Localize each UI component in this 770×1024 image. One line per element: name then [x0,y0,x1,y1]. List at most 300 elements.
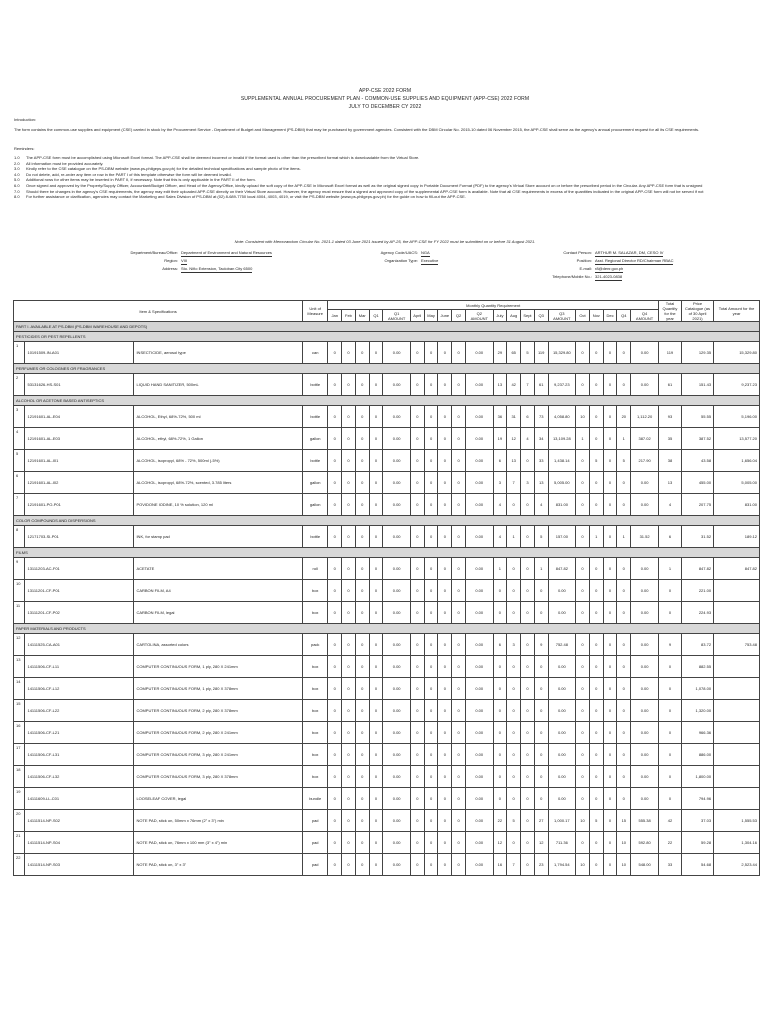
item-qty-cell: 0 [342,428,356,450]
table-row [14,678,760,700]
item-uom: pad [303,832,328,854]
item-qty-cell: 0 [369,602,383,624]
item-uom: bottle [303,374,328,396]
item-qty-cell: 0 [576,634,590,656]
item-qty-cell: 15 [617,810,631,832]
item-qty-cell: 0.00 [465,722,493,744]
item-qty-cell: 0 [438,854,452,876]
item-uom: box [303,744,328,766]
item-qty-cell: 5 [521,342,535,364]
item-qty-cell: 0.00 [383,656,411,678]
item-qty-cell: 0 [369,744,383,766]
item-total-amount [714,580,760,602]
item-qty-cell: 0 [617,722,631,744]
reminder-number: 2.0 [14,160,20,166]
item-qty-cell: 0 [424,678,438,700]
agency-field-label: Region: [164,258,178,263]
item-qty-cell: 0.00 [465,656,493,678]
app-cse-table [13,300,760,876]
table-row [14,526,760,548]
item-qty-cell: 0 [410,854,424,876]
item-qty-cell: 15,329.80 [548,342,576,364]
item-description: ALCOHOL, isopropyl, 68% - 72%, 500ml (-5%) [134,450,303,472]
item-qty-cell: 0 [452,472,466,494]
item-price: 54.68 [681,854,713,876]
item-qty-cell: 0 [355,558,369,580]
item-qty-cell: 0 [438,722,452,744]
agency-field [540,249,673,257]
item-qty-cell: 29 [493,342,507,364]
reminders-list [14,155,756,200]
item-qty-cell: 0 [452,428,466,450]
item-qty-cell: 3 [493,472,507,494]
item-qty-cell: 0 [410,494,424,516]
item-price: 151.43 [681,374,713,396]
item-qty-cell: 0 [328,428,342,450]
reminder-number: 6.0 [14,182,20,188]
table-row [14,744,760,766]
item-qty-cell: 0 [355,428,369,450]
item-qty-cell: 0.00 [465,450,493,472]
section-row [14,364,760,374]
col-month-header: Q3 AMOUNT [548,310,576,322]
item-qty-cell: 0 [410,700,424,722]
item-qty-cell: 0 [493,602,507,624]
table-row [14,766,760,788]
item-qty-cell: 0.00 [631,494,659,516]
col-item-header: Item & Specifications [14,301,303,322]
item-qty-cell: 0 [603,374,617,396]
item-qty-cell: 0 [424,428,438,450]
item-qty-cell: 0 [576,678,590,700]
item-description: ALCOHOL, Ethyl, 68%-72%, 500 ml [134,406,303,428]
col-price-header: Price Catalogue (as of 30 April 2021) [681,301,713,322]
item-qty-cell: 0 [534,700,548,722]
item-qty-cell: 0 [328,602,342,624]
item-qty-cell: 1,112.20 [631,406,659,428]
item-uom: box [303,700,328,722]
section-title: PAPER MATERIALS AND PRODUCTS [14,624,760,634]
col-month-header: Feb [342,310,356,322]
item-qty-cell: 0 [452,450,466,472]
item-qty-cell: 0 [355,634,369,656]
item-qty-cell: 1,000.17 [548,810,576,832]
item-qty-cell: 0.00 [631,342,659,364]
item-total-qty: 4 [659,494,682,516]
item-qty-cell: 548.00 [631,854,659,876]
item-qty-cell: 65 [507,342,521,364]
item-qty-cell: 0 [507,602,521,624]
item-total-qty: 0 [659,678,682,700]
item-qty-cell: 0 [452,700,466,722]
item-price: 43.58 [681,450,713,472]
item-qty-cell: 0.00 [631,766,659,788]
col-month-header: Q3 [534,310,548,322]
item-qty-cell: 0 [410,634,424,656]
col-month-header: Jan [328,310,342,322]
item-qty-cell: 0 [369,678,383,700]
item-qty-cell: 0 [355,602,369,624]
item-qty-cell: 0 [521,602,535,624]
item-qty-cell: 0 [410,678,424,700]
item-qty-cell: 23 [534,854,548,876]
item-qty-cell: 0 [507,580,521,602]
item-qty-cell: 0 [507,832,521,854]
item-qty-cell: 0 [452,494,466,516]
item-qty-cell: 0 [424,810,438,832]
col-qty-group-header: Monthly Quantity Requirement [328,301,659,310]
item-qty-cell: 0 [410,374,424,396]
item-total-qty: 0 [659,766,682,788]
item-qty-cell: 0 [342,558,356,580]
item-total-amount: 189.12 [714,526,760,548]
item-qty-cell: 0 [328,342,342,364]
item-qty-cell: 0 [507,788,521,810]
item-code: 12191601-AL-E04 [25,406,134,428]
item-description: COMPUTER CONTINUOUS FORM, 2 ply, 280 X 241mm [134,722,303,744]
item-qty-cell: 0 [521,810,535,832]
item-qty-cell: 5 [589,810,603,832]
item-qty-cell: 0 [452,744,466,766]
item-code: 12171703-SI-P01 [25,526,134,548]
item-total-qty: 42 [659,810,682,832]
item-qty-cell: 0 [617,342,631,364]
item-qty-cell: 0 [342,788,356,810]
item-qty-cell: 0.00 [383,810,411,832]
item-qty-cell: 0 [617,374,631,396]
item-qty-cell: 10 [617,854,631,876]
section-title: PESTICIDES OR PEST REPELLENTS [14,332,760,342]
item-qty-cell: 0 [369,634,383,656]
item-qty-cell: 0 [342,656,356,678]
item-uom: pad [303,854,328,876]
item-qty-cell: 592.80 [631,832,659,854]
item-qty-cell: 0 [507,744,521,766]
item-qty-cell: 0 [603,766,617,788]
item-qty-cell: 1 [576,428,590,450]
item-qty-cell: 0 [369,766,383,788]
item-qty-cell: 0 [507,656,521,678]
item-total-amount: 847.82 [714,558,760,580]
col-month-header: July [493,310,507,322]
item-total-amount: 1,555.53 [714,810,760,832]
item-number: 20 [14,810,25,832]
item-number: 12 [14,634,25,656]
item-total-qty: 119 [659,342,682,364]
item-qty-cell: 0 [424,580,438,602]
item-qty-cell: 5 [617,450,631,472]
item-code: 12191601-AL-E03 [25,428,134,450]
item-qty-cell: 5,005.00 [548,472,576,494]
item-qty-cell: 0 [617,580,631,602]
col-month-header: June [438,310,452,322]
item-qty-cell: 0 [369,374,383,396]
item-qty-cell: 0 [328,744,342,766]
item-qty-cell: 0 [438,744,452,766]
item-qty-cell: 157.00 [548,526,576,548]
item-qty-cell: 13,109.28 [548,428,576,450]
item-qty-cell: 7 [521,374,535,396]
item-qty-cell: 0.00 [383,722,411,744]
item-total-qty: 0 [659,580,682,602]
item-qty-cell: 0.00 [465,678,493,700]
item-qty-cell: 13 [507,450,521,472]
table-row [14,472,760,494]
item-number: 8 [14,526,25,548]
item-qty-cell: 20 [617,406,631,428]
item-description: NOTE PAD, stick on, 76mm x 100 mm (3" x 4") min [134,832,303,854]
item-qty-cell: 0 [493,656,507,678]
item-qty-cell: 0 [576,450,590,472]
item-total-qty: 93 [659,406,682,428]
item-qty-cell: 0 [521,788,535,810]
item-qty-cell: 0 [589,722,603,744]
item-price: 31.52 [681,526,713,548]
item-qty-cell: 0.00 [631,558,659,580]
item-qty-cell: 0 [424,472,438,494]
item-qty-cell: 4 [493,494,507,516]
item-qty-cell: 217.90 [631,450,659,472]
item-uom: box [303,580,328,602]
item-total-amount: 5,005.00 [714,472,760,494]
item-qty-cell: 0.00 [631,722,659,744]
item-qty-cell: 0 [355,526,369,548]
item-qty-cell: 0.00 [548,788,576,810]
item-qty-cell: 0.00 [383,788,411,810]
agency-info-right [540,249,673,281]
agency-field [370,249,438,257]
table-row [14,722,760,744]
item-qty-cell: 0 [369,854,383,876]
item-qty-cell: 0 [452,580,466,602]
item-qty-cell: 0 [438,700,452,722]
item-number: 4 [14,428,25,450]
item-qty-cell: 0 [369,494,383,516]
col-month-header: Q4 [617,310,631,322]
item-qty-cell: 387.02 [631,428,659,450]
item-qty-cell: 0 [355,744,369,766]
agency-field-value: 321-4023-0838 [595,274,623,279]
item-qty-cell: 0 [521,700,535,722]
item-qty-cell: 5 [534,526,548,548]
item-qty-cell: 0 [589,744,603,766]
item-qty-cell: 0 [328,854,342,876]
item-qty-cell: 0 [410,766,424,788]
item-qty-cell: 9,237.23 [548,374,576,396]
item-description: COMPUTER CONTINUOUS FORM, 3 ply, 280 X 378mm [134,766,303,788]
item-qty-cell: 22 [493,810,507,832]
item-code: 13111203-AC-F01 [25,558,134,580]
item-qty-cell: 0 [342,678,356,700]
item-qty-cell: 3 [507,634,521,656]
item-qty-cell: 0 [438,766,452,788]
item-qty-cell: 0 [603,722,617,744]
item-qty-cell: 0 [438,450,452,472]
item-description: NOTE PAD, stick on, 50mm x 76mm (2" x 3") min [134,810,303,832]
item-qty-cell: 0.00 [548,678,576,700]
item-qty-cell: 0 [617,788,631,810]
item-number: 17 [14,744,25,766]
col-month-header: Q4 AMOUNT [631,310,659,322]
item-qty-cell: 0 [328,450,342,472]
item-code: 14111506-CF-L12 [25,678,134,700]
item-qty-cell: 0 [521,854,535,876]
item-qty-cell: 0 [342,472,356,494]
item-qty-cell: 0 [576,766,590,788]
item-qty-cell: 0 [424,634,438,656]
item-price: 55.55 [681,406,713,428]
item-qty-cell: 0 [328,678,342,700]
item-qty-cell: 1 [507,526,521,548]
item-number: 13 [14,656,25,678]
item-code: 12191601-PO-P01 [25,494,134,516]
item-qty-cell: 0 [534,580,548,602]
table-row [14,494,760,516]
item-total-amount [714,788,760,810]
item-description: COMPUTER CONTINUOUS FORM, 3 ply, 280 X 241mm [134,744,303,766]
item-qty-cell: 34 [534,428,548,450]
item-qty-cell: 0 [576,494,590,516]
item-qty-cell: 0 [438,374,452,396]
item-total-qty: 61 [659,374,682,396]
item-qty-cell: 0.00 [465,744,493,766]
item-qty-cell: 0 [424,788,438,810]
item-qty-cell: 0 [410,526,424,548]
item-qty-cell: 0 [342,494,356,516]
form-title: APP-CSE 2022 FORM [358,88,412,94]
item-qty-cell: 0 [342,854,356,876]
agency-field-label: Organization Type: [384,258,418,263]
item-uom: gallon [303,494,328,516]
item-uom: roll [303,558,328,580]
item-qty-cell: 0 [493,788,507,810]
item-total-qty: 33 [659,854,682,876]
table-row [14,428,760,450]
item-qty-cell: 42 [507,374,521,396]
item-qty-cell: 0 [424,406,438,428]
col-total-qty-header: Total Quantity for the year [659,301,682,322]
item-qty-cell: 0 [342,766,356,788]
item-qty-cell: 0 [342,580,356,602]
item-qty-cell: 0 [438,526,452,548]
item-uom: can [303,342,328,364]
item-description: ALCOHOL, ethyl, 68%-72%, 1 Gallon [134,428,303,450]
item-code: 14111506-CF-L31 [25,744,134,766]
item-price: 387.52 [681,428,713,450]
item-qty-cell: 0 [410,744,424,766]
item-number: 9 [14,558,25,580]
item-qty-cell: 0.00 [465,428,493,450]
item-number: 21 [14,832,25,854]
item-qty-cell: 0.00 [383,406,411,428]
agency-field-value: Sto. Niño Extension, Tacloban City 6500 [181,266,253,271]
item-qty-cell: 0 [438,634,452,656]
item-code: 14111514-NP-S03 [25,854,134,876]
item-total-amount: 753.48 [714,634,760,656]
item-qty-cell: 0.00 [465,832,493,854]
item-qty-cell: 0 [452,788,466,810]
item-qty-cell: 0 [507,678,521,700]
table-row [14,832,760,854]
item-qty-cell: 0 [534,766,548,788]
item-qty-cell: 0 [576,374,590,396]
item-qty-cell: 0 [424,832,438,854]
agency-field-value: VIII [181,258,188,263]
item-qty-cell: 0 [576,558,590,580]
item-total-amount: 1,304.16 [714,832,760,854]
item-qty-cell: 0.00 [465,374,493,396]
item-qty-cell: 0 [410,788,424,810]
item-qty-cell: 0 [369,450,383,472]
item-qty-cell: 0.00 [631,678,659,700]
item-qty-cell: 0 [603,580,617,602]
section-row [14,624,760,634]
item-qty-cell: 0 [534,656,548,678]
item-qty-cell: 0 [355,374,369,396]
item-qty-cell: 0 [410,722,424,744]
item-qty-cell: 0.00 [465,472,493,494]
item-qty-cell: 0 [452,656,466,678]
item-total-amount: 1,656.04 [714,450,760,472]
item-qty-cell: 0 [603,678,617,700]
item-qty-cell: 0.00 [548,744,576,766]
item-qty-cell: 0.00 [465,634,493,656]
item-qty-cell: 0 [369,700,383,722]
item-price: 882.55 [681,656,713,678]
table-row [14,656,760,678]
item-total-amount: 831.00 [714,494,760,516]
item-qty-cell: 0 [328,494,342,516]
agency-field [540,257,673,265]
reminder-text: Additional rows for other items may be inserted in PART II, if necessary. Note that this is only applicable in the PART II of the form. [26,177,256,183]
item-number: 14 [14,678,25,700]
item-total-qty: 0 [659,602,682,624]
item-qty-cell: 0 [410,450,424,472]
item-qty-cell: 0.00 [383,342,411,364]
item-qty-cell: 0 [369,832,383,854]
item-qty-cell: 0 [355,472,369,494]
table-row [14,374,760,396]
section-row [14,396,760,406]
item-uom: pack [303,634,328,656]
agency-field-value: NGA [421,250,430,255]
item-price: 207.75 [681,494,713,516]
item-total-qty: 22 [659,832,682,854]
item-uom: box [303,722,328,744]
item-qty-cell: 0 [424,766,438,788]
agency-field-label: Department/Bureau/Office: [130,250,178,255]
reminder-number: 7.0 [14,188,20,194]
item-code: 53131626-HS-S01 [25,374,134,396]
item-qty-cell: 0 [576,526,590,548]
item-code: 14111506-CF-L21 [25,722,134,744]
item-qty-cell: 0.00 [383,494,411,516]
item-total-qty: 35 [659,428,682,450]
item-price: 847.82 [681,558,713,580]
item-qty-cell: 0 [576,472,590,494]
item-qty-cell: 0 [521,766,535,788]
item-qty-cell: 0.00 [631,788,659,810]
item-qty-cell: 3 [521,472,535,494]
item-qty-cell: 0 [342,810,356,832]
item-qty-cell: 0 [589,602,603,624]
item-price: 1,800.00 [681,766,713,788]
item-qty-cell: 12 [534,832,548,854]
item-qty-cell: 0 [589,494,603,516]
item-price: 129.35 [681,342,713,364]
item-qty-cell: 0 [424,854,438,876]
item-qty-cell: 0 [589,374,603,396]
